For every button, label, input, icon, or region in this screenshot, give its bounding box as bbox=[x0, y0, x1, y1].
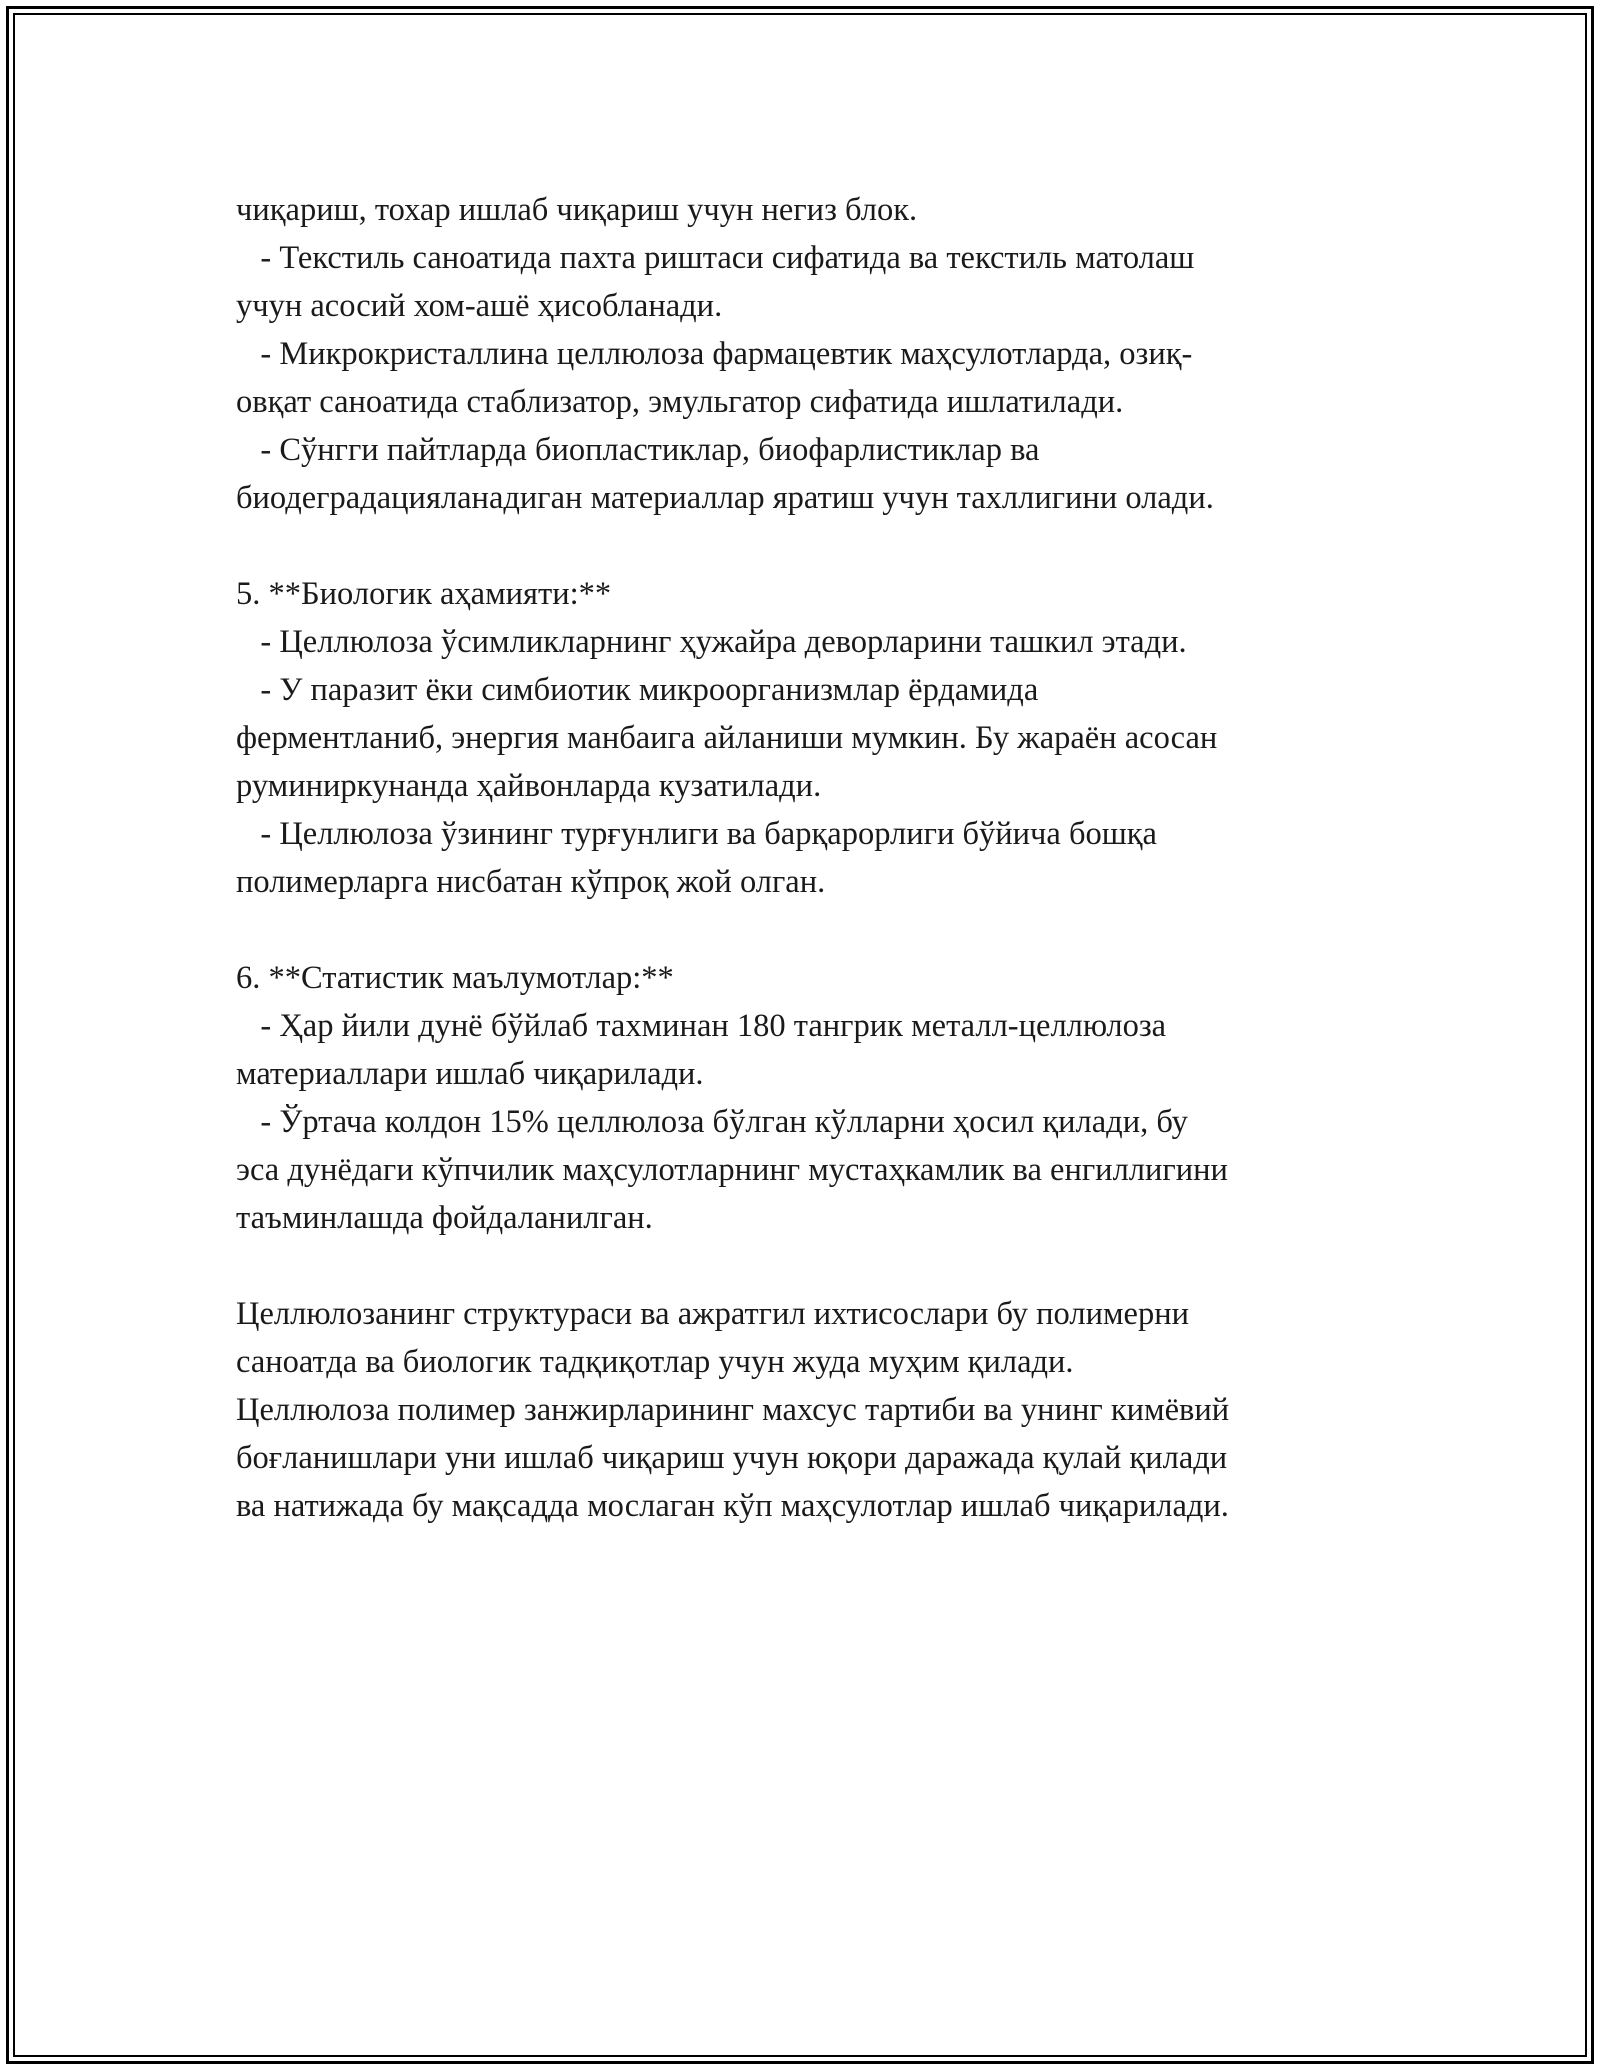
paragraph-spacer bbox=[236, 906, 1396, 954]
text-line: - Сўнгги пайтларда биопластиклар, биофарлистиклар ва bbox=[236, 432, 1040, 468]
paragraph-industrial-uses bbox=[236, 186, 1396, 522]
text-line: чиқариш, тохар ишлаб чиқариш учун негиз блок. bbox=[236, 192, 918, 228]
section-heading: 6. **Статистик маълумотлар:** bbox=[236, 960, 674, 996]
text-line: саноатда ва биологик тадқиқотлар учун жуда муҳим қилади. bbox=[236, 1344, 1074, 1380]
document-body bbox=[236, 186, 1396, 1530]
text-line: Целлюлоза полимер занжирларининг махсус тартиби ва унинг кимёвий bbox=[236, 1392, 1230, 1428]
text-line: - У паразит ёки симбиотик микроорганизмлар ёрдамида bbox=[236, 672, 1039, 708]
paragraph-conclusion bbox=[236, 1290, 1396, 1530]
text-line: Целлюлозанинг структураси ва ажратгил ихтисослари бу полимерни bbox=[236, 1296, 1189, 1332]
text-line: биодеградацияланадиган материаллар яратиш учун тахллигини олади. bbox=[236, 480, 1214, 516]
text-line: полимерларга нисбатан кўпроқ жой олган. bbox=[236, 864, 826, 900]
text-line: - Микрокристаллина целлюлоза фармацевтик маҳсулотларда, озиқ- bbox=[236, 336, 1193, 372]
text-line: учун асосий хом-ашё ҳисобланади. bbox=[236, 288, 723, 324]
text-line: овқат саноатида стаблизатор, эмульгатор сифатида ишлатилади. bbox=[236, 384, 1124, 420]
section-statistics bbox=[236, 954, 1396, 1242]
text-line: руминиркунанда ҳайвонларда кузатилади. bbox=[236, 768, 822, 804]
section-biological-significance bbox=[236, 570, 1396, 906]
text-line: - Целлюлоза ўсимликларнинг ҳужайра деворларини ташкил этади. bbox=[236, 624, 1187, 660]
text-line: - Ҳар йили дунё бўйлаб тахминан 180 тангрик металл-целлюлоза bbox=[236, 1008, 1167, 1044]
text-line: материаллари ишлаб чиқарилади. bbox=[236, 1056, 704, 1092]
paragraph-spacer bbox=[236, 1242, 1396, 1290]
text-line: - Ўртача колдон 15% целлюлоза бўлган кўлларни ҳосил қилади, бу bbox=[236, 1104, 1188, 1140]
text-line: боғланишлари уни ишлаб чиқариш учун юқори даражада қулай қилади bbox=[236, 1440, 1228, 1476]
text-line: ва натижада бу мақсадда мослаган кўп маҳсулотлар ишлаб чиқарилади. bbox=[236, 1488, 1229, 1524]
text-line: - Целлюлоза ўзининг турғунлиги ва барқарорлиги бўйича бошқа bbox=[236, 816, 1157, 852]
text-line: таъминлашда фойдаланилган. bbox=[236, 1200, 653, 1236]
section-heading: 5. **Биологик аҳамияти:** bbox=[236, 576, 612, 612]
text-line: эса дунёдаги кўпчилик маҳсулотларнинг мустаҳкамлик ва енгиллигини bbox=[236, 1152, 1228, 1188]
text-line: - Текстиль саноатида пахта риштаси сифатида ва текстиль матолаш bbox=[236, 240, 1195, 276]
paragraph-spacer bbox=[236, 522, 1396, 570]
text-line: ферментланиб, энергия манбаига айланиши мумкин. Бу жараён асосан bbox=[236, 720, 1218, 756]
